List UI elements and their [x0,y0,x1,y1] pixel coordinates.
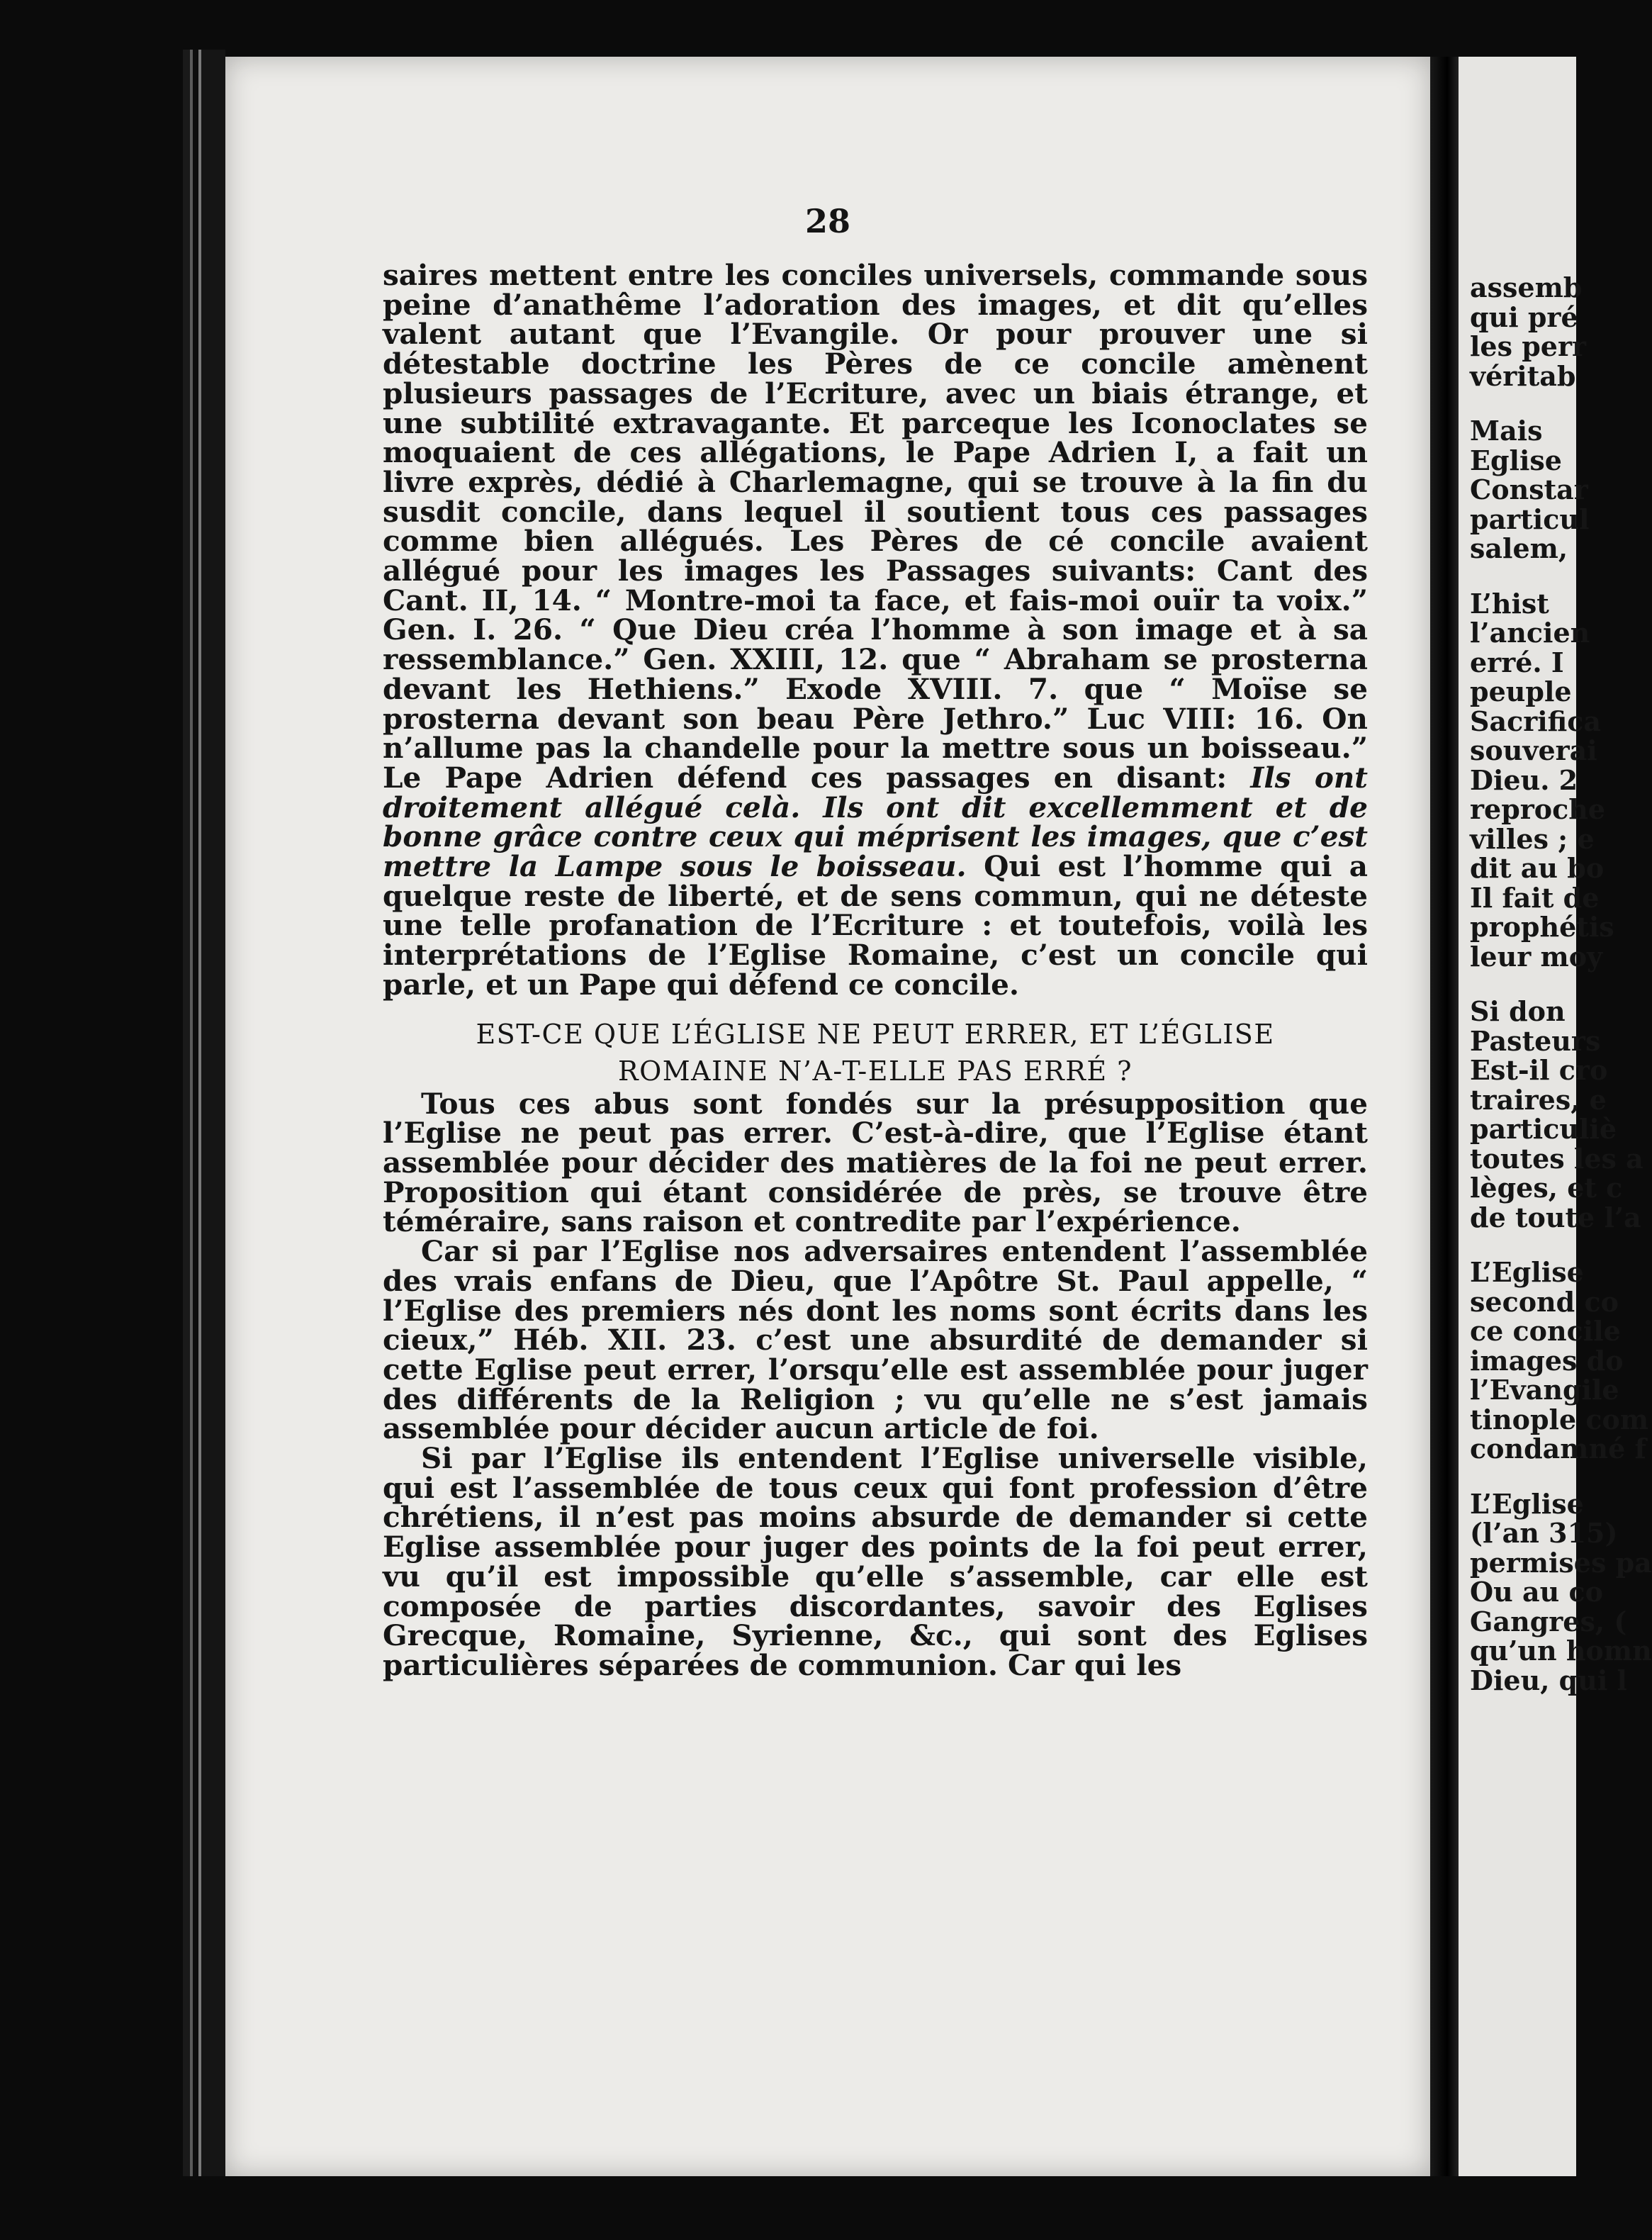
opening-end-text: Qui est l’homme qui a quelque reste de liberté, et de sens commun, qui ne déteste une telle profanation de l’Ecriture : et toutefois, voilà les interprétations de l’Eglise Romaine, c’est un concile qui parle, et un Pape qui défend ce concile. [383,849,1368,1002]
right-page-line: Si don [1470,995,1566,1027]
right-page-line: tinople com [1470,1403,1649,1435]
right-page-line: Sacrifica [1470,705,1602,737]
right-page-line: toutes les a [1470,1142,1643,1175]
right-page-line: l’ancien [1470,617,1590,649]
right-page-line: particul [1470,503,1590,535]
right-page-line: dit au bo [1470,852,1605,884]
right-page-text [1470,271,1652,1696]
right-page-line: villes ; e [1470,822,1595,855]
paragraph-2: Car si par l’Eglise nos adversaires entendent l’assemblée des vrais enfans de Dieu, que l’Apôtre St. Paul appelle, “ l’Eglise des premiers nés dont les noms sont écrits dans les cieux,” Héb. XII. 23. c’est une absurdité de demander si cette Eglise peut errer, l’orsqu’elle est assemblée pour juger des différents de la Religion ; vu qu’elle ne s’est jamais assemblée pour décider aucun article de foi. [383,1234,1368,1446]
right-page-line: particuliè [1470,1113,1617,1145]
italic-quote: Ils ont droitement allégué celà. Ils ont dit excellemment et de bonne grâce contre ceux qui méprisent les images, que c’est mettre la Lampe sous le boisseau. [383,760,1368,884]
right-page-line: salem, [1470,532,1568,564]
right-page-line: (l’an 315) [1470,1517,1618,1549]
right-page-line: reproche [1470,793,1606,825]
page-number: 28 [804,202,850,240]
heading-line-2: ROMAINE N’A-T-ELLE PAS ERRÉ ? [617,1055,1133,1087]
right-page-line: Eglise [1470,444,1562,476]
right-page-line: erré. I [1470,646,1564,678]
right-page-line: Mais [1470,415,1543,447]
right-page-line: traires, e [1470,1083,1607,1116]
right-page-line: ce concile [1470,1315,1621,1347]
right-page-line: Pasteurs [1470,1024,1601,1057]
right-page-line: peuple [1470,676,1572,707]
right-page-line: l’Evangile [1470,1374,1619,1406]
right-page-line: souverai [1470,734,1597,766]
right-page-line: second co [1470,1285,1619,1318]
opening-paragraph [383,258,1368,1002]
page-body [383,258,1368,1682]
right-page-line: prophétis [1470,911,1614,943]
right-page-line: lèges, et c [1470,1172,1623,1204]
book-gutter [1430,57,1459,2176]
right-page-gap [1470,391,1576,416]
right-page-line: Ou au co [1470,1576,1603,1608]
section-heading [383,1016,1368,1090]
right-page-line: L’Eglise [1470,1487,1584,1520]
right-page-line: Gangres, ( [1470,1605,1627,1637]
opening-text: saires mettent entre les conciles universels, commande sous peine d’anathême l’adoration des images, et dit qu’elles valent autant que l’Evangile. Or pour prouver une si détestable doctrine les Pères de ce concile amènent plusieurs passages de l’Ecriture, avec un biais étrange, et une subtilité extravagante. Et parceque les Iconoclates se moquaient de ces allégations, le Pape Adrien I, a fait un livre exprès, dédié à Charlemagne, qui se trouve à la fin du susdit concile, dans lequel il soutient tous ces passages comme bien allégués. Les Pères de cé concile avaient allégué pour les images les Passages suivants: Cant des Cant. II, 14. “ Montre-moi ta face, et fais-moi ouïr ta voix.” Gen. I. 26. “ Que Dieu créa l’homme à son image et à sa ressemblance.” Gen. XXIII, 12. que “ Abraham se prosterna devant les Hethiens.” Exode XVIII. 7. que “ Moïse se prosterna devant son beau Père Jethro.” Luc VIII: 16. On n’allume pas la chandelle pour la mettre sous un boisseau.” Le Pape Adrien défend ces passages en disant: [383,258,1368,795]
right-page-line: L’hist [1470,587,1549,620]
right-page-line: Il fait de [1470,881,1600,914]
right-page-line: Est-il cro [1470,1054,1608,1086]
right-page-line: Dieu. 2 [1470,763,1578,796]
right-page-gap [1470,1232,1576,1258]
right-page-line: images do [1470,1344,1624,1377]
right-page-line: qui pré [1470,301,1578,333]
right-page-line: condamné f [1470,1433,1646,1465]
right-page-gap [1470,971,1576,997]
paragraph-3: Si par l’Eglise ils entendent l’Eglise universelle visible, qui est l’assemblée de tous ceux qui font profession d’être chrétiens, il n’est pas moins absurde de demander si cette Eglise assemblée pour juger des points de la foi peut errer, vu qu’il est impossible qu’elle s’assemble, car elle est composée de parties discordantes, savoir des Eglises Grecque, Romaine, Syrienne, &c., qui sont des Eglises particulières séparées de communion. Car qui les [383,1441,1368,1682]
book-binding-edge [183,50,225,2176]
right-page-line: de toute l’a [1470,1201,1641,1233]
right-page-line: les perr [1470,330,1587,362]
right-page-line: L’Eglise [1470,1256,1584,1288]
heading-line-1: EST-CE QUE L’ÉGLISE NE PEUT ERRER, ET L’ÉGLISE [476,1018,1275,1050]
right-page-gap [1470,564,1576,589]
right-page-line: véritab [1470,359,1576,392]
right-page-line: permises pa [1470,1546,1652,1579]
right-page-line: qu’un homn [1470,1635,1652,1667]
right-page-line: Dieu, qui l [1470,1664,1627,1696]
right-page-line: assemb [1470,271,1583,303]
paragraph-1: Tous ces abus sont fondés sur la présupposition que l’Eglise ne peut pas errer. C’est-à-dire, que l’Eglise étant assemblée pour décider des matières de la foi ne peut errer. Proposition qui étant considérée de près, se trouve être téméraire, sans raison et contredite par l’expérience. [383,1086,1368,1239]
right-page-line: Constar [1470,474,1588,505]
right-page-line: leur moy [1470,940,1603,973]
right-page-gap [1470,1464,1576,1489]
